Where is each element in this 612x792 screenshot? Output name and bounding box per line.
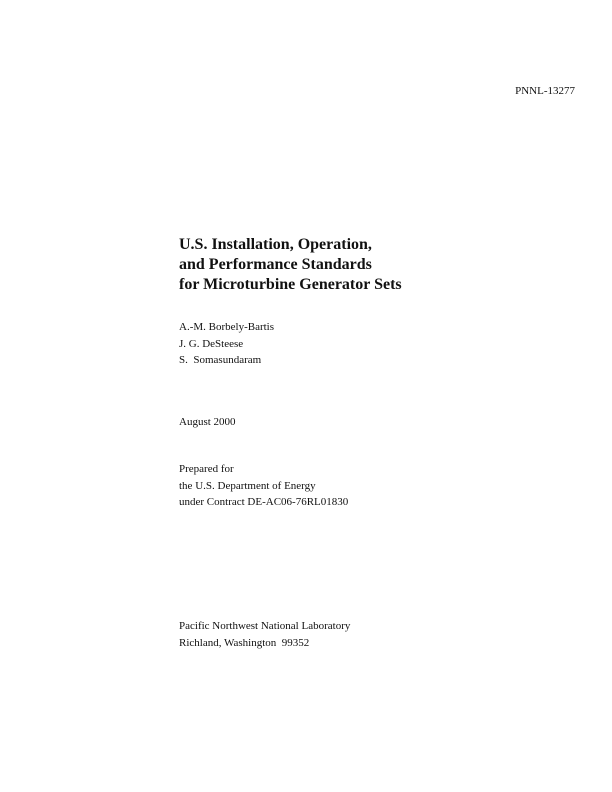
title-line: U.S. Installation, Operation, bbox=[179, 236, 372, 253]
laboratory-line: Pacific Northwest National Laboratory bbox=[179, 620, 351, 632]
author-list bbox=[179, 319, 274, 369]
laboratory-address bbox=[179, 618, 350, 651]
prepared-line: under Contract DE-AC06-76RL01830 bbox=[179, 496, 349, 508]
report-number: PNNL-13277 bbox=[515, 85, 575, 97]
publication-date: August 2000 bbox=[179, 416, 236, 428]
prepared-line: the U.S. Department of Energy bbox=[179, 479, 316, 492]
laboratory-line: Richland, Washington 99352 bbox=[179, 636, 310, 649]
author-name: A.-M. Borbely-Bartis bbox=[179, 321, 275, 333]
document-title bbox=[179, 235, 402, 295]
title-line: for Microturbine Generator Sets bbox=[179, 276, 402, 293]
prepared-for-block bbox=[179, 461, 348, 511]
author-name: S. Somasundaram bbox=[179, 354, 262, 366]
title-line: and Performance Standards bbox=[179, 256, 372, 273]
prepared-line: Prepared for bbox=[179, 463, 234, 475]
author-name: J. G. DeSteese bbox=[179, 337, 244, 350]
